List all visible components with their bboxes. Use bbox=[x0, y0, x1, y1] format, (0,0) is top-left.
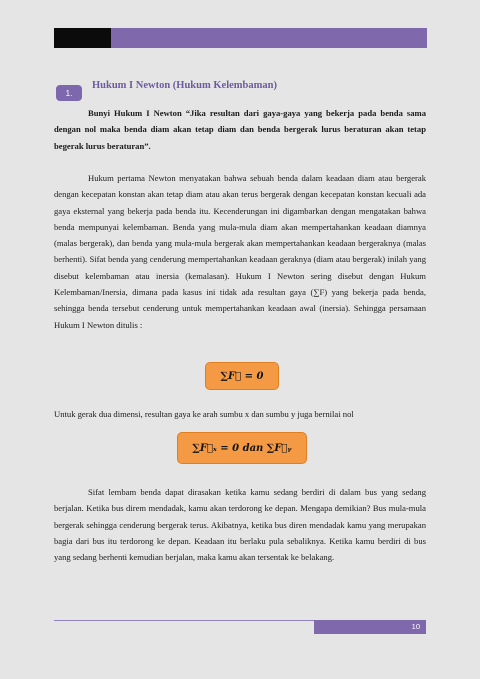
header-black-bar bbox=[54, 28, 111, 48]
paragraph-example: Sifat lembam benda dapat dirasakan ketika kamu sedang berdiri di dalam bus yang sedang berjalan. Ketika bus direm mendadak, kamu akan terdorong ke depan. Mengapa demikian? Bus mula-mula bergerak sehingga cenderung bergerak terus. Akibatnya, ketika bus diren mendadak kamu yang merupakan bagia dari bus itu terdorong ke depan. Keadaan itu berlaku pula sebaliknya. Ketika kamu berdiri di bus yang sedang berhenti kemudian berjalan, maka kamu akan tersentak ke belakang. bbox=[54, 487, 426, 563]
two-dimension-text-block bbox=[54, 406, 426, 422]
formula-net-force-zero: ∑F⃗ = 0 bbox=[205, 362, 279, 390]
section-number-badge: 1. bbox=[56, 85, 82, 101]
section-title: Hukum I Newton (Hukum Kelembaman) bbox=[92, 80, 277, 91]
header-purple-bar bbox=[111, 28, 427, 48]
paragraph-example-block bbox=[54, 484, 426, 565]
page-number: 10 bbox=[314, 620, 426, 634]
two-dimension-text: Untuk gerak dua dimensi, resultan gaya ke arah sumbu x dan sumbu y juga bernilai nol bbox=[54, 409, 354, 419]
law-statement: Bunyi Hukum I Newton “Jika resultan dari gaya-gaya yang bekerja pada benda sama dengan nol maka benda diam akan tetap diam dan benda bergerak lurus beraturan akan tetap begerak lurus beraturan”. bbox=[54, 108, 426, 151]
formula-xy-components: ∑F⃗ₓ = 0 dan ∑F⃗ᵧ bbox=[177, 432, 307, 464]
law-statement-block bbox=[54, 105, 426, 154]
paragraph-explanation: Hukum pertama Newton menyatakan bahwa sebuah benda dalam keadaan diam atau bergerak dengan kecepatan konstan akan tetap diam atau akan terus bergerak dengan kecepatan konstan kecuali ada gaya eksternal yang bekerja pada benda itu. Kecenderungan ini digambarkan dengan mengatakan bahwa benda mempunyai kelembaman. Benda yang mula-mula diam akan mempertahankan keadaan diamnya (malas bergerak), dan benda yang mula-mula bergerak akan mempertahankan keadaan bergeraknya (malas berhenti). Sifat benda yang cenderung mempertahankan keadaan geraknya (diam atau bergerak) inilah yang disebut kelembaman atau inersia (kemalasan). Hukum I Newton sering disebut dengan Hukum Kelembaman/Inersia, dimana pada kasus ini tidak ada resultan gaya (∑F) yang bekerja pada benda, sehingga benda tersebut cenderung untuk mempertahankan keadaan awal (inersia). Sehingga persamaan Hukum I Newton ditulis : bbox=[54, 173, 426, 330]
paragraph-explanation-block bbox=[54, 170, 426, 333]
